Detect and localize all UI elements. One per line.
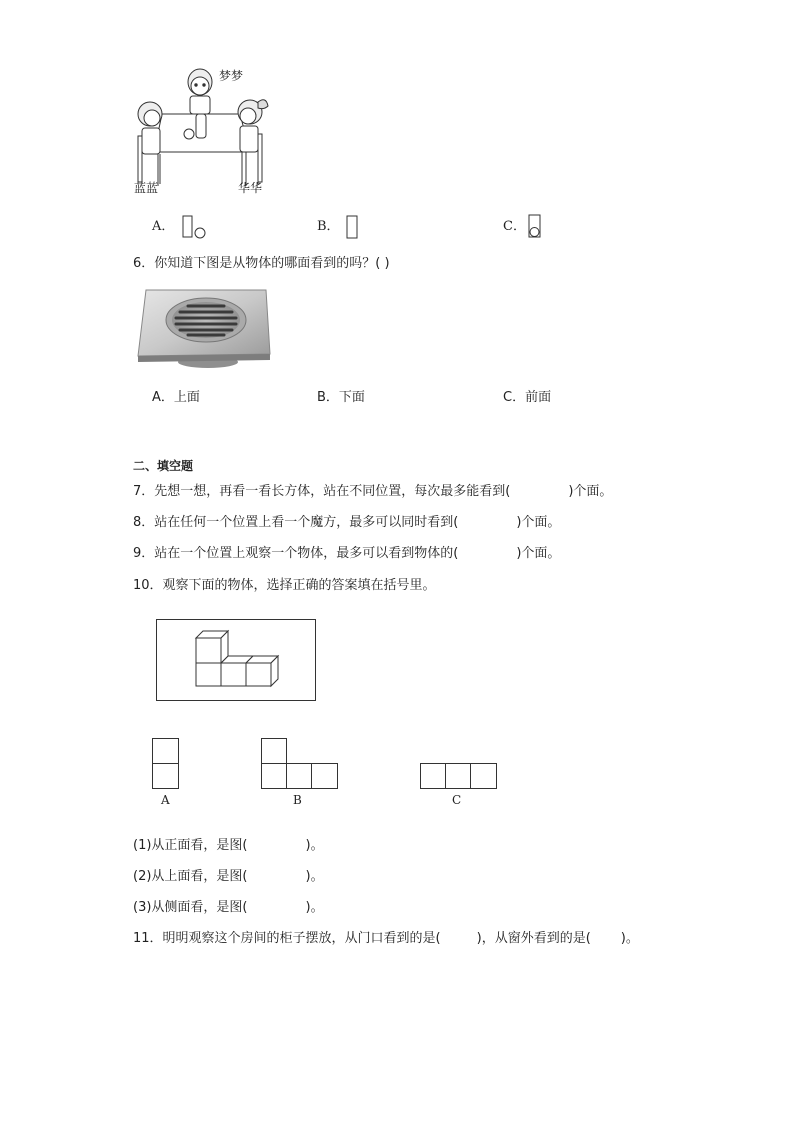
q11-text [133,931,639,947]
q5-option-a-letter: A． [152,219,175,234]
q10-view-a [152,738,180,790]
q10-sub-3 [133,900,324,916]
q10-object-figure [156,619,316,701]
q6-option-c: C．前面 [503,390,552,405]
q10-view-c-label: C [452,793,462,807]
floor-drain-image [136,288,272,370]
q7-text-after: )个面。 [568,484,613,499]
q10-sub-2-after: )。 [305,869,324,884]
q9-text [133,546,560,562]
q10-sub-3-after: )。 [305,900,324,915]
label-huahua: 华华 [238,181,263,195]
q5-option-b-letter: B． [317,219,340,234]
q10-sub-2 [133,869,324,885]
q10-sub-1 [133,838,324,854]
q6-question: 6．你知道下图是从物体的哪面看到的吗？( ) [133,256,390,271]
q10-sub-1-before: (1)从正面看，是图( [133,838,248,853]
q11-part-1: 11．明明观察这个房间的柜子摆放，从门口看到的是( [133,931,441,946]
q10-sub-3-before: (3)从侧面看，是图( [133,900,248,915]
table-scene-illustration [132,64,282,198]
q11-part-2: )，从窗外看到的是( [476,931,591,946]
q10-question: 10．观察下面的物体，选择正确的答案填在括号里。 [133,578,436,593]
label-lanlan: 蓝蓝 [134,181,159,195]
q5-option-c-letter: C． [503,219,526,234]
q11-part-3: )。 [620,931,639,946]
q7-text [133,484,612,500]
q8-text-after: )个面。 [516,515,561,530]
q8-text [133,515,560,531]
q10-sub-2-before: (2)从上面看，是图( [133,869,248,884]
q10-view-b [261,738,341,790]
q10-view-b-label: B [293,793,302,807]
section-title: 二、填空题 [133,459,194,473]
q10-view-a-label: A [161,793,170,807]
q9-text-before: 9．站在一个位置上观察一个物体，最多可以看到物体的( [133,546,459,561]
q7-text-before: 7．先想一想，再看一看长方体，站在不同位置，每次最多能看到( [133,484,511,499]
q5-option-c-figure [528,213,542,241]
q6-option-a: A．上面 [152,390,200,405]
q5-option-b-figure [346,214,360,240]
q10-view-c [420,763,500,790]
q6-option-b: B．下面 [317,390,365,405]
q8-text-before: 8．站在任何一个位置上看一个魔方，最多可以同时看到( [133,515,459,530]
q5-option-a-figure [182,214,208,240]
q10-sub-1-after: )。 [305,838,324,853]
q9-text-after: )个面。 [516,546,561,561]
label-mengmeng: 梦梦 [219,69,244,83]
